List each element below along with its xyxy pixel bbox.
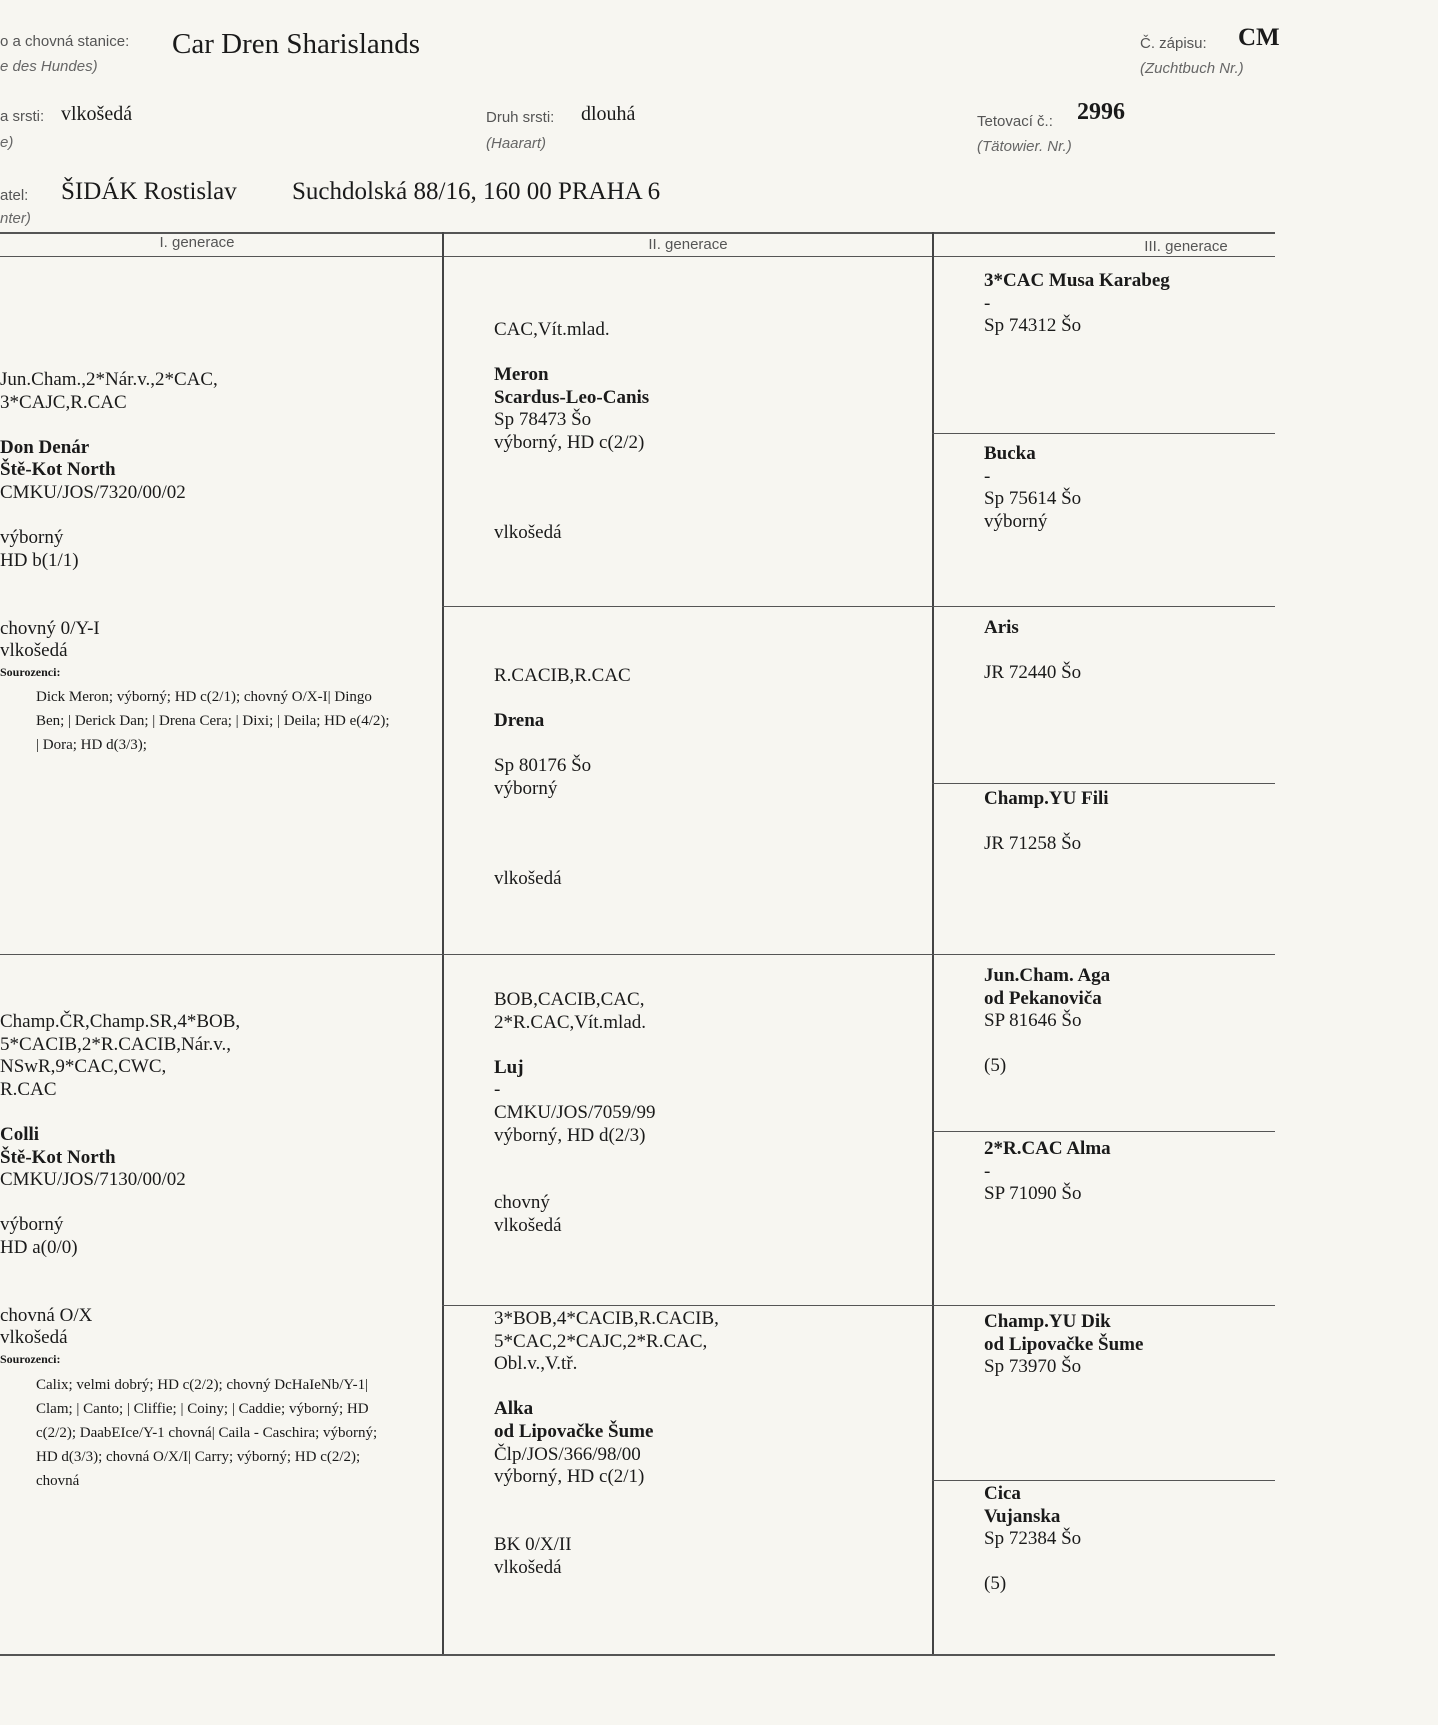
kennel-label-de: e des Hundes) — [0, 58, 98, 75]
ss-name: Meron — [494, 364, 549, 386]
ssd-block — [984, 443, 1081, 533]
ssd-name: Bucka — [984, 443, 1036, 464]
ssd-rating: výborný — [984, 510, 1048, 532]
ddd-kennel: Vujanska — [984, 1505, 1061, 1527]
owner-label-de: nter) — [0, 210, 31, 227]
ds-kennel: - — [494, 1079, 501, 1101]
dam-siblings-label: Sourozenci: — [0, 1351, 61, 1366]
grid-gen3-line-4 — [932, 1480, 1275, 1481]
sire-breeding: chovný 0/Y-I — [0, 617, 100, 639]
sds-registration: JR 72440 Šo — [984, 662, 1082, 684]
sire-siblings-label: Sourozenci: — [0, 664, 61, 679]
dsd-registration: SP 71090 Šo — [984, 1183, 1082, 1205]
sire-siblings: Dick Meron; výborný; HD c(2/1); chovný O/X-I| Dingo Ben; | Derick Dan; | Drena Cera; | Dixi; | Deila; HD e(4/2); | Dora; HD d(3/3); — [36, 689, 390, 754]
sire-titles-2: 3*CAJC,R.CAC — [0, 391, 127, 413]
owner-name: ŠIDÁK Rostislav — [61, 178, 237, 205]
sire-sire-block — [494, 319, 649, 545]
dd-name: Alka — [494, 1398, 534, 1420]
generation-1-header: I. generace — [159, 234, 235, 251]
sd-color: vlkošedá — [494, 868, 562, 890]
dam-titles-3: NSwR,9*CAC,CWC, — [0, 1056, 167, 1078]
sire-color: vlkošedá — [0, 640, 68, 662]
dam-hd: HD a(0/0) — [0, 1236, 78, 1258]
sss-kennel: - — [984, 292, 991, 314]
dam-siblings: Calix; velmi dobrý; HD c(2/2); chovný DcHaIeNb/Y-1| Clam; | Canto; | Cliffie; | Coiny; | Caddie; výborný; HD c(2/2); DaabEIce/Y-1 chovná| Caila - Caschira; výborný; HD d(3/3); chovná O/X/I| Carry; výborný; HD c(2/2); chovná — [36, 1376, 378, 1489]
dss-name: Jun.Cham. Aga — [984, 965, 1111, 986]
registration-label: Č. zápisu: — [1140, 35, 1207, 52]
dss-kennel: od Pekanoviča — [984, 987, 1102, 1009]
ds-registration: CMKU/JOS/7059/99 — [494, 1101, 656, 1123]
dam-breeding: chovná O/X — [0, 1304, 93, 1326]
registration-value: CM — [1238, 24, 1280, 51]
sire-titles-1: Jun.Cham.,2*Nár.v.,2*CAC, — [0, 369, 218, 390]
sss-name: 3*CAC Musa Karabeg — [984, 270, 1170, 291]
dds-name: Champ.YU Dik — [984, 1311, 1111, 1332]
dss-registration: SP 81646 Šo — [984, 1010, 1082, 1032]
dd-kennel: od Lipovačke Šume — [494, 1420, 654, 1442]
dam-sire-block — [494, 989, 656, 1238]
sire-block — [0, 369, 396, 757]
coat-color-value: vlkošedá — [61, 103, 133, 125]
dd-registration: Člp/JOS/366/98/00 — [494, 1443, 641, 1465]
generation-3-header: III. generace — [1144, 238, 1228, 255]
ds-name: Luj — [494, 1056, 524, 1078]
grid-divider-1 — [442, 232, 444, 1656]
grid-gen2-line-1 — [442, 606, 1275, 607]
grid-gen3-line-3 — [932, 1131, 1275, 1132]
kennel-name: Car Dren Sharislands — [172, 28, 421, 60]
sd-name: Drena — [494, 710, 545, 732]
ssd-registration: Sp 75614 Šo — [984, 488, 1082, 510]
ss-color: vlkošedá — [494, 522, 562, 544]
coat-type-label-de: (Haarart) — [486, 135, 547, 152]
grid-header-line — [0, 256, 1275, 257]
sss-block — [984, 270, 1170, 338]
dam-name: Colli — [0, 1123, 40, 1145]
dd-breeding: BK 0/X/II — [494, 1533, 572, 1555]
grid-gen3-line-1 — [932, 433, 1275, 434]
coat-color-label-de: e) — [0, 134, 14, 151]
dds-kennel: od Lipovačke Šume — [984, 1333, 1144, 1355]
tattoo-label-de: (Tätowier. Nr.) — [977, 138, 1072, 155]
coat-type-label: Druh srsti: — [486, 109, 555, 126]
owner-label: atel: — [0, 187, 29, 204]
sss-registration: Sp 74312 Šo — [984, 315, 1082, 337]
dd-rating: výborný, HD c(2/1) — [494, 1466, 645, 1488]
dam-registration: CMKU/JOS/7130/00/02 — [0, 1169, 186, 1191]
coat-color-label: a srsti: — [0, 108, 45, 125]
coat-type-value: dlouhá — [581, 103, 636, 125]
dam-color: vlkošedá — [0, 1327, 68, 1349]
ss-titles: CAC,Vít.mlad. — [494, 319, 610, 340]
dam-rating: výborný — [0, 1214, 64, 1236]
ds-breeding: chovný — [494, 1192, 550, 1214]
dds-block — [984, 1311, 1143, 1379]
ds-rating: výborný, HD d(2/3) — [494, 1124, 646, 1146]
ss-registration: Sp 78473 Šo — [494, 409, 592, 431]
dam-dam-block — [494, 1308, 719, 1579]
sire-hd: HD b(1/1) — [0, 549, 79, 571]
registration-label-de: (Zuchtbuch Nr.) — [1140, 60, 1244, 77]
dss-block — [984, 965, 1110, 1078]
ddd-name: Cica — [984, 1483, 1021, 1504]
tattoo-label: Tetovací č.: — [977, 113, 1053, 130]
grid-divider-2 — [932, 232, 934, 1656]
kennel-label: o a chovná stanice: — [0, 33, 130, 50]
sdd-name: Champ.YU Fili — [984, 788, 1109, 809]
ss-kennel: Scardus-Leo-Canis — [494, 386, 650, 408]
ssd-kennel: - — [984, 465, 991, 487]
ddd-note: (5) — [984, 1573, 1007, 1595]
dss-note: (5) — [984, 1055, 1007, 1077]
sire-registration: CMKU/JOS/7320/00/02 — [0, 481, 186, 503]
dam-titles-4: R.CAC — [0, 1078, 57, 1100]
dam-titles-1: Champ.ČR,Champ.SR,4*BOB, — [0, 1011, 241, 1032]
ddd-block — [984, 1483, 1081, 1596]
dam-titles-2: 5*CACIB,2*R.CACIB,Nár.v., — [0, 1033, 232, 1055]
generation-2-header: II. generace — [648, 236, 728, 253]
dd-titles-1: 3*BOB,4*CACIB,R.CACIB, — [494, 1308, 719, 1329]
sd-titles: R.CACIB,R.CAC — [494, 665, 631, 686]
dd-titles-3: Obl.v.,V.tř. — [494, 1353, 578, 1375]
owner-address: Suchdolská 88/16, 160 00 PRAHA 6 — [292, 178, 661, 205]
sire-dam-block — [494, 665, 631, 891]
ds-titles-1: BOB,CACIB,CAC, — [494, 989, 645, 1010]
dds-registration: Sp 73970 Šo — [984, 1356, 1082, 1378]
dam-block — [0, 1011, 396, 1493]
grid-bottom-line — [0, 1654, 1275, 1656]
tattoo-value: 2996 — [1077, 99, 1125, 125]
dd-titles-2: 5*CAC,2*CAJC,2*R.CAC, — [494, 1330, 708, 1352]
sdd-registration: JR 71258 Šo — [984, 833, 1082, 855]
ss-rating: výborný, HD c(2/2) — [494, 431, 645, 453]
dsd-kennel: - — [984, 1160, 991, 1182]
sire-kennel: Ště-Kot North — [0, 459, 116, 481]
dsd-block — [984, 1138, 1111, 1206]
ds-color: vlkošedá — [494, 1214, 562, 1236]
ddd-registration: Sp 72384 Šo — [984, 1528, 1082, 1550]
grid-gen3-line-2 — [932, 783, 1275, 784]
dam-kennel: Ště-Kot North — [0, 1146, 116, 1168]
ds-titles-2: 2*R.CAC,Vít.mlad. — [494, 1011, 647, 1033]
sd-rating: výborný — [494, 777, 558, 799]
dsd-name: 2*R.CAC Alma — [984, 1138, 1111, 1159]
sire-rating: výborný — [0, 527, 64, 549]
dd-color: vlkošedá — [494, 1556, 562, 1578]
sds-name: Aris — [984, 617, 1019, 638]
sd-registration: Sp 80176 Šo — [494, 755, 592, 777]
grid-gen2-line-2 — [442, 1305, 1275, 1306]
sds-block — [984, 617, 1081, 685]
grid-mid-line — [0, 954, 1275, 955]
sire-name: Don Denár — [0, 436, 90, 458]
sdd-block — [984, 788, 1109, 856]
